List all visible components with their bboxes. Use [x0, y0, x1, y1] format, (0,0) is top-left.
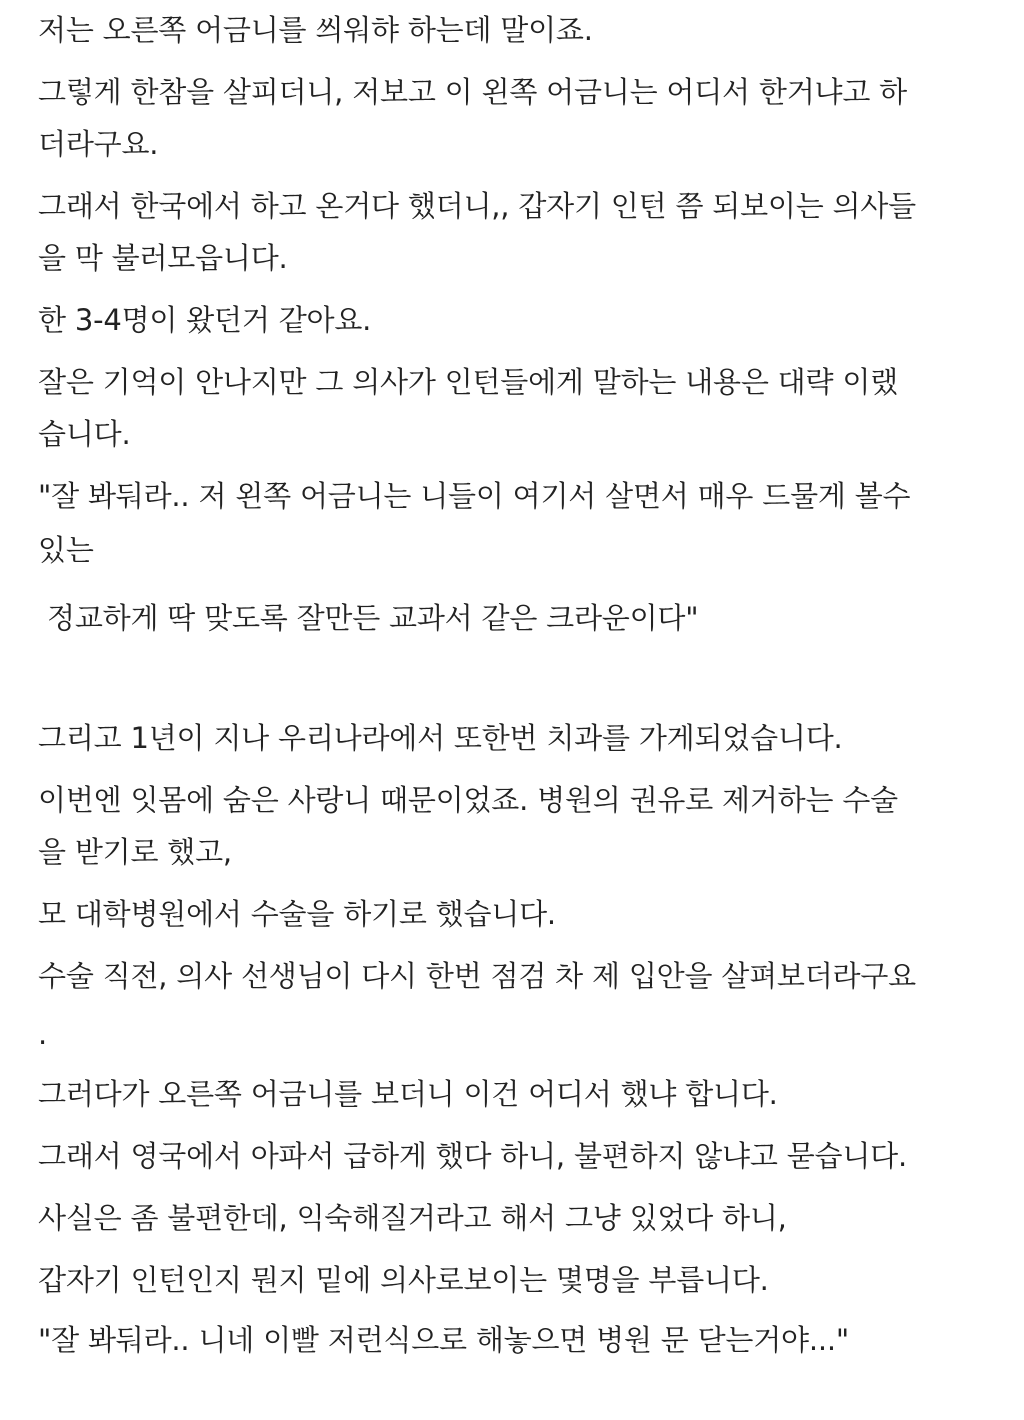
text-line: "잘 봐둬라.. 니네 이빨 저런식으로 해놓으면 병원 문 닫는거야..." — [38, 1323, 850, 1357]
text-line: 을 받기로 했고, — [38, 835, 232, 869]
text-line: 정교하게 딱 맞도록 잘만든 교과서 같은 크라운이다" — [38, 601, 699, 635]
text-line: 저는 오른쪽 어금니를 씌워햐 하는데 말이죠. — [38, 13, 593, 47]
text-line: 그리고 1년이 지나 우리나라에서 또한번 치과를 가게되었습니다. — [38, 721, 843, 755]
text-line: 을 막 불러모읍니다. — [38, 241, 288, 275]
text-line: 갑자기 인턴인지 뭔지 밑에 의사로보이는 몇명을 부릅니다. — [38, 1263, 769, 1297]
text-line: 그러다가 오른쪽 어금니를 보더니 이건 어디서 했냐 합니다. — [38, 1077, 778, 1111]
text-line: "잘 봐둬라.. 저 왼쪽 어금니는 니들이 여기서 살면서 매우 드물게 볼수 — [38, 479, 911, 513]
text-line: 모 대학병원에서 수술을 하기로 했습니다. — [38, 897, 556, 931]
text-line: 사실은 좀 불편한데, 익숙해질거라고 해서 그냥 있었다 하니, — [38, 1201, 787, 1235]
text-line: 이번엔 잇몸에 숨은 사랑니 때문이었죠. 병원의 권유로 제거하는 수술 — [38, 783, 898, 817]
text-line: 습니다. — [38, 417, 131, 451]
text-line: 잘은 기억이 안나지만 그 의사가 인턴들에게 말하는 내용은 대략 이랬 — [38, 365, 898, 399]
text-line: 그렇게 한참을 살피더니, 저보고 이 왼쪽 어금니는 어디서 한거냐고 하 — [38, 75, 907, 109]
text-line: 있는 — [38, 533, 94, 567]
text-line: 수술 직전, 의사 선생님이 다시 한번 점검 차 제 입안을 살펴보더라구요 — [38, 959, 916, 993]
text-line: . — [38, 1017, 48, 1051]
text-line: 한 3-4명이 왔던거 같아요. — [38, 303, 372, 337]
text-line: 그래서 영국에서 아파서 급하게 했다 하니, 불편하지 않냐고 묻습니다. — [38, 1139, 907, 1173]
text-line: 더라구요. — [38, 127, 159, 161]
text-line: 그래서 한국에서 하고 온거다 했더니,, 갑자기 인턴 쯤 되보이는 의사들 — [38, 189, 916, 223]
